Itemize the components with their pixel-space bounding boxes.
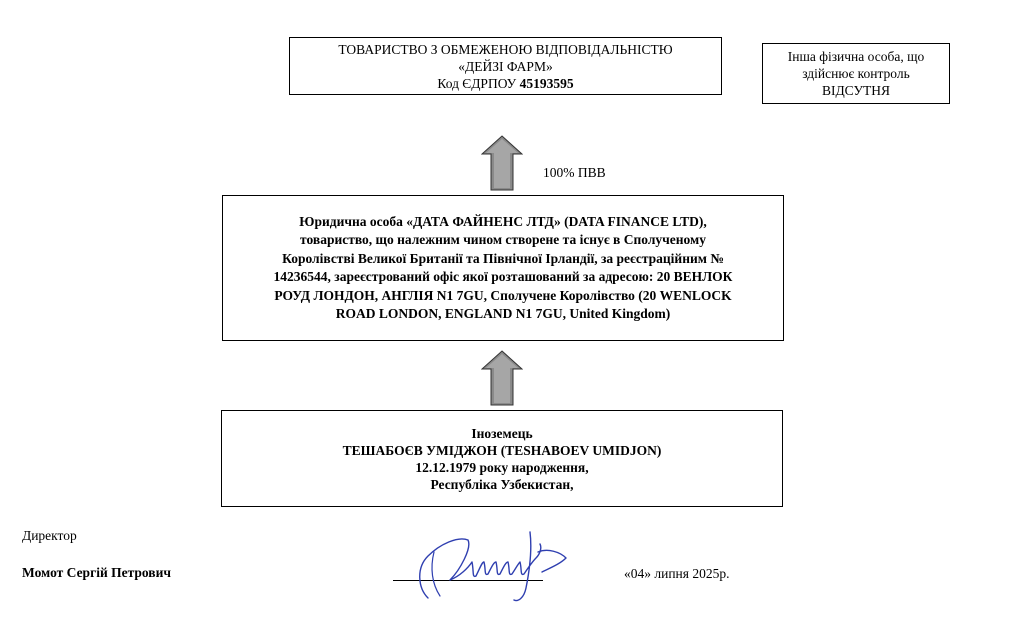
company-line-1: ТОВАРИСТВО З ОБМЕЖЕНОЮ ВІДПОВІДАЛЬНІСТЮ <box>338 41 673 57</box>
control-line-2: здійснює контроль <box>802 66 910 81</box>
ownership-share-label: 100% ПВВ <box>543 165 606 180</box>
control-line-1: Інша фізична особа, що <box>787 49 925 64</box>
director-position: Директор <box>22 528 77 543</box>
up-arrow-icon <box>481 350 523 406</box>
beneficial-owner-box <box>221 410 783 507</box>
entity-line: Юридична особа «ДАТА ФАЙНЕНС ЛТД» (DATA FINANCE LTD), <box>299 213 707 229</box>
entity-line: 14236544, зареєстрований офіс якої розташований за адресою: 20 ВЕНЛОК <box>273 269 733 284</box>
person-line-4: Республіка Узбекистан, <box>430 476 574 492</box>
person-line-1: Іноземець <box>471 425 533 441</box>
person-line-2: ТЕШАБОЄВ УМІДЖОН (TESHABOEV UMIDJON) <box>342 442 662 458</box>
signature-image <box>410 518 580 608</box>
entity-line: Королівстві Великої Британії та Північної Ірландії, за реєстраційним № <box>282 250 724 266</box>
company-line-2: «ДЕЙЗІ ФАРМ» <box>458 58 553 74</box>
company-box <box>289 37 722 95</box>
company-code-value: 45193595 <box>519 75 574 91</box>
person-line-3: 12.12.1979 року народження, <box>415 459 589 475</box>
document-date: «04» липня 2025р. <box>624 566 730 581</box>
entity-line: ROAD LONDON, ENGLAND N1 7GU, United Kingdom) <box>335 306 671 321</box>
control-person-box <box>762 43 950 104</box>
control-line-3: ВІДСУТНЯ <box>821 83 891 98</box>
director-name: Момот Сергій Петрович <box>22 565 171 580</box>
company-code-label: Код ЄДРПОУ <box>437 75 520 91</box>
company-code <box>437 75 573 92</box>
up-arrow-icon <box>481 135 523 191</box>
legal-entity-box <box>222 195 784 341</box>
entity-line: РОУД ЛОНДОН, АНГЛІЯ N1 7GU, Сполучене Королівство (20 WENLOCK <box>274 287 732 303</box>
entity-line: товариство, що належним чином створене та існує в Сполученому <box>300 232 706 247</box>
